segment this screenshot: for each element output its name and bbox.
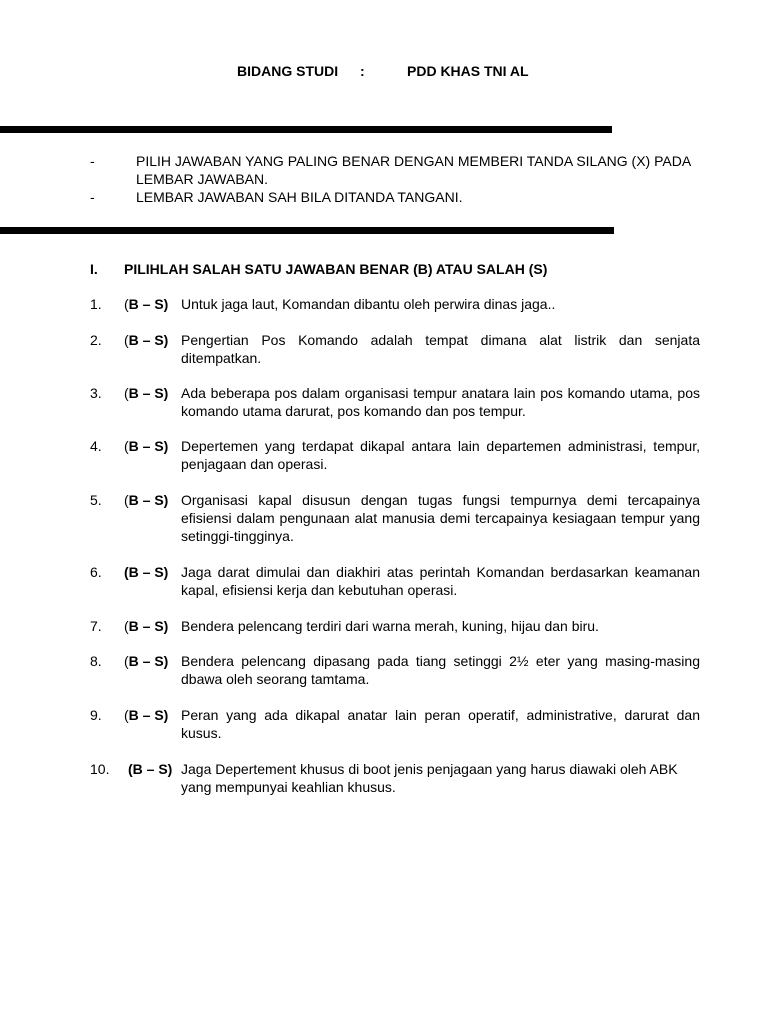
- question-text: Bendera pelencang terdiri dari warna merah, kuning, hijau dan biru.: [181, 618, 599, 634]
- instructions-block: [0, 152, 768, 206]
- question-text: Bendera pelencang dipasang pada tiang setinggi 2½ eter yang masing-masing dbawa oleh seorang tamtama.: [181, 653, 700, 687]
- question-number: 8.: [90, 653, 102, 669]
- question-text: Organisasi kapal disusun dengan tugas fungsi tempurnya demi tercapainya efisiensi dalam pengunaan alat manusia demi tercapainya kesiagaan tempur yang setinggi-tingginya.: [181, 492, 700, 544]
- question-number: 1.: [90, 296, 102, 312]
- top-divider: [0, 126, 612, 133]
- question-text: Jaga darat dimulai dan diakhiri atas perintah Komandan berdasarkan keamanan kapal, efisiensi kerja dan kebutuhan operasi.: [181, 564, 700, 598]
- section-number: I.: [90, 261, 98, 277]
- subject-label: BIDANG STUDI: [237, 63, 339, 79]
- bottom-divider: [0, 227, 614, 234]
- instruction-text: LEMBAR JAWABAN SAH BILA DITANDA TANGANI.: [136, 189, 463, 205]
- question-number: 6.: [90, 564, 102, 580]
- question-text: Untuk jaga laut, Komandan dibantu oleh perwira dinas jaga..: [181, 296, 556, 312]
- question-text: Pengertian Pos Komando adalah tempat dimana alat listrik dan senjata ditempatkan.: [181, 332, 700, 366]
- answer-choice: (B – S): [128, 761, 173, 777]
- question-text: Peran yang ada dikapal anatar lain peran operatif, administrative, darurat dan kusus.: [181, 707, 700, 741]
- answer-choice: (B – S): [124, 707, 169, 723]
- instruction-bullet: -: [90, 153, 95, 169]
- question-number: 2.: [90, 332, 102, 348]
- question-text: Depertemen yang terdapat dikapal antara lain departemen administrasi, tempur, penjagaan dan operasi.: [181, 438, 700, 472]
- answer-choice: (B – S): [124, 385, 169, 401]
- question-number: 5.: [90, 492, 102, 508]
- answer-choice: (B – S): [124, 492, 169, 508]
- instruction-text: PILIH JAWABAN YANG PALING BENAR DENGAN MEMBERI TANDA SILANG (X) PADA LEMBAR JAWABAN.: [136, 153, 691, 187]
- question-text: Jaga Depertement khusus di boot jenis penjagaan yang harus diawaki oleh ABK yang mempunyai keahlian khusus.: [181, 761, 678, 795]
- question-number: 3.: [90, 385, 102, 401]
- question-number: 10.: [90, 761, 110, 777]
- question-number: 4.: [90, 438, 102, 454]
- instruction-bullet: -: [90, 189, 95, 205]
- subject-value: PDD KHAS TNI AL: [407, 63, 529, 79]
- answer-choice: (B – S): [124, 332, 169, 348]
- question-number: 7.: [90, 618, 102, 634]
- answer-choice: (B – S): [124, 618, 169, 634]
- answer-choice: (B – S): [124, 296, 169, 312]
- instruction-item: [0, 188, 768, 206]
- answer-choice: (B – S): [124, 564, 169, 580]
- instruction-item: [0, 152, 768, 188]
- section-title: PILIHLAH SALAH SATU JAWABAN BENAR (B) ATAU SALAH (S): [124, 261, 548, 277]
- question-number: 9.: [90, 707, 102, 723]
- answer-choice: (B – S): [124, 438, 169, 454]
- answer-choice: (B – S): [124, 653, 169, 669]
- question-text: Ada beberapa pos dalam organisasi tempur anatara lain pos komando utama, pos komando utama darurat, pos komando dan pos tempur.: [181, 385, 700, 419]
- document-header: [0, 62, 768, 82]
- header-separator: :: [360, 63, 365, 79]
